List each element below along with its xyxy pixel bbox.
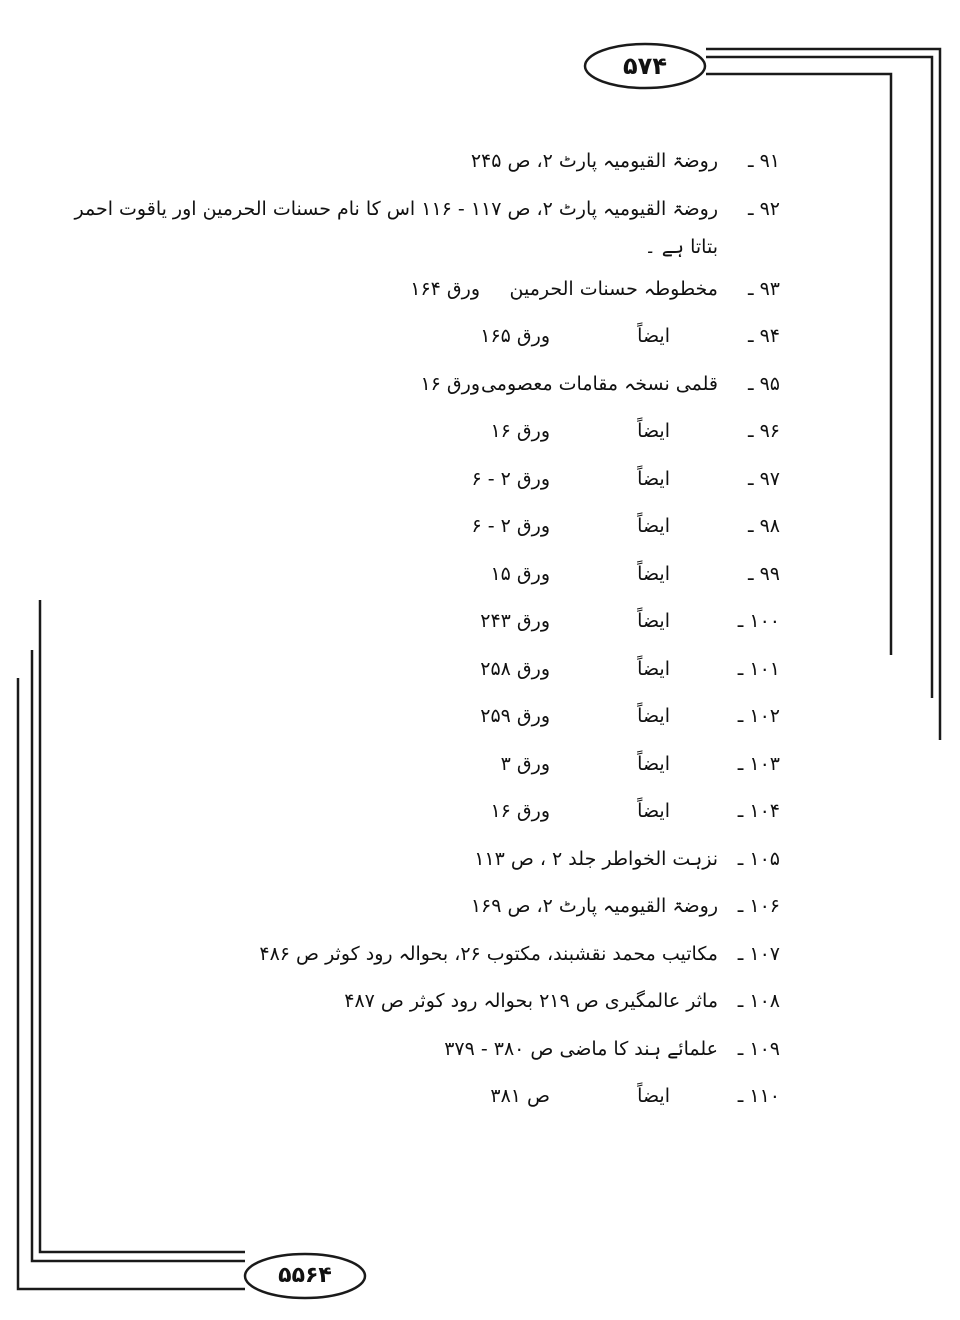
footnote-folio: ورق ۳ [500,752,550,775]
footnote-97 [120,456,780,504]
footnote-folio: ورق ۲ - ۶ [471,467,550,490]
footnote-number: ۱۰۸ ـ [737,990,780,1012]
footnote-number: ۹۱ ـ [747,150,780,172]
footnote-source: ایضاً [637,800,670,822]
bottom-page-number: ۵۵۶۴ [278,1263,332,1288]
footnote-109 [120,1026,780,1074]
footnote-folio: ورق ۲۵۸ [480,657,550,680]
footnote-source: قلمی نسخہ مقامات معصومی [480,372,718,395]
footnote-source: ایضاً [637,325,670,347]
footnote-number: ۱۱۰ ـ [737,1085,780,1107]
footnote-number: ۱۰۳ ـ [737,752,780,775]
footnote-folio: ورق ۲۵۹ [480,705,550,727]
footnote-text: روضۃ القیومیہ پارٹ ۲، ص ۲۴۵ [470,150,718,172]
footnote-folio: ورق ۱۶ [490,800,550,822]
footnote-source: ایضاً [637,610,670,632]
footnote-text: نزہت الخواطر جلد ۲ ، ص ۱۱۳ [474,847,718,870]
footnote-99 [120,551,780,599]
footnote-number: ۹۲ ـ [747,197,780,220]
top-page-number: ۵۷۴ [623,52,667,80]
footnote-100 [120,598,780,646]
footnote-folio: ورق ۱۶ [490,420,550,442]
footnote-96 [120,408,780,456]
footnote-number: ۱۰۱ ـ [737,657,780,680]
footnote-source: ایضاً [637,657,670,680]
footnote-92 [74,186,780,266]
footnote-page-ref: ص ۳۸۱ [490,1085,550,1107]
footnote-number: ۱۰۲ ـ [737,705,780,727]
footnote-number: ۱۰۶ ـ [737,895,780,917]
footnote-91 [120,138,780,186]
footnote-source: مخطوطہ حسنات الحرمین [509,277,718,300]
footnote-folio: ورق ۲۴۳ [480,610,550,632]
footnote-source: ایضاً [637,515,670,537]
footnote-110 [120,1073,780,1121]
footnote-source: ایضاً [637,420,670,442]
footnote-number: ۱۰۹ ـ [737,1037,780,1060]
footnote-source: ایضاً [637,705,670,727]
footnote-source: ایضاً [637,752,670,775]
footnote-text: روضۃ القیومیہ پارٹ ۲، ص ۱۶۹ [470,895,718,917]
footnote-folio: ورق ۱۶۵ [480,325,550,347]
footnote-folio: ورق ۱۶ [420,372,480,395]
footnote-folio: ورق ۱۶۴ [410,277,480,300]
footnote-number: ۹۶ ـ [747,420,780,442]
footnote-93 [120,266,780,314]
footnote-text: علمائے ہند کا ماضی ص ۳۸۰ - ۳۷۹ [444,1037,718,1060]
footnote-folio: ورق ۲ - ۶ [471,515,550,537]
footnote-107 [120,931,780,979]
footnote-102 [120,693,780,741]
footnote-source: ایضاً [637,562,670,585]
footnote-source: ایضاً [637,1085,670,1107]
footnote-number: ۹۷ ـ [747,467,780,490]
footnote-number: ۹۸ ـ [747,515,780,537]
footnote-108 [120,978,780,1026]
footnote-text-continued: بتاتا ہے ۔ [644,235,718,258]
footnote-105 [120,836,780,884]
footnotes-list [74,138,780,1121]
footnote-source: ایضاً [637,467,670,490]
footnote-103 [120,741,780,789]
footnote-number: ۱۰۵ ـ [737,847,780,870]
footnote-number: ۹۵ ـ [747,372,780,395]
footnote-number: ۹۴ ـ [747,325,780,347]
footnote-94 [120,313,780,361]
footnote-number: ۹۳ ـ [747,277,780,300]
footnote-folio: ورق ۱۵ [490,562,550,585]
footnote-number: ۱۰۰ ـ [737,610,780,632]
footnote-text: مکاتیب محمد نقشبند، مکتوب ۲۶، بحوالہ رود کوثر ص ۴۸۶ [259,942,718,965]
footnote-101 [120,646,780,694]
footnote-text: روضۃ القیومیہ پارٹ ۲، ص ۱۱۷ - ۱۱۶ اس کا نام حسنات الحرمین اور یاقوت احمر [74,197,718,220]
footnote-number: ۹۹ ـ [747,562,780,585]
footnote-95 [120,361,780,409]
footnote-104 [120,788,780,836]
footnote-text: ماثر عالمگیری ص ۲۱۹ بحوالہ رود کوثر ص ۴۸۷ [344,990,718,1012]
footnote-number: ۱۰۴ ـ [737,800,780,822]
footnote-98 [120,503,780,551]
footnote-number: ۱۰۷ ـ [737,942,780,965]
footnote-106 [120,883,780,931]
